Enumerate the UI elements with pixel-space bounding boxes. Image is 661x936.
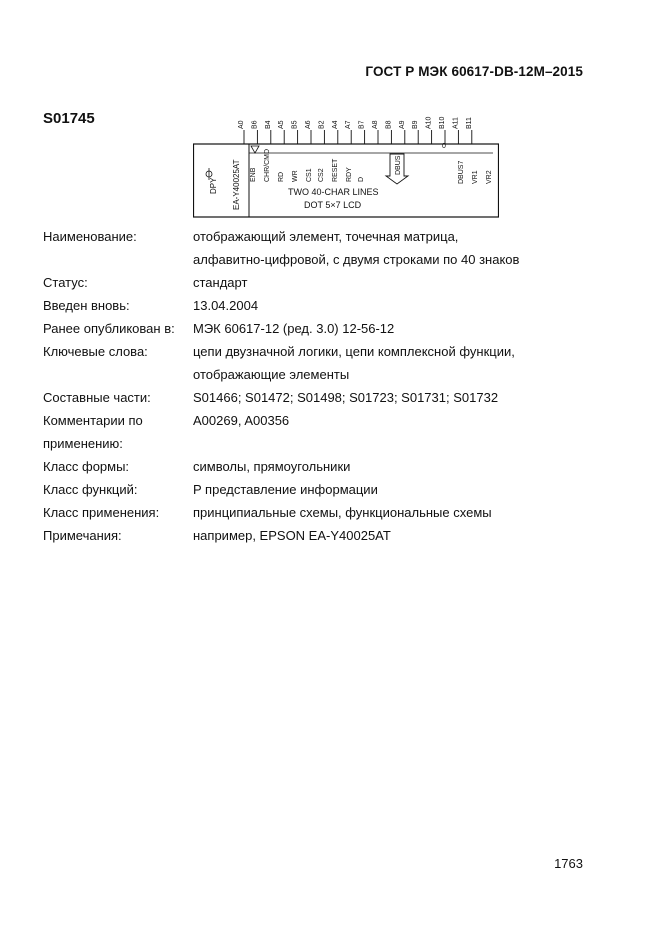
pin-label: A0 [238, 120, 245, 129]
field-value-line: 13.04.2004 [193, 298, 259, 313]
signal-label: VR2 [486, 170, 493, 184]
dpy-label: DPY [209, 177, 218, 194]
field-value-line: символы, прямоугольники [193, 459, 351, 474]
dbus-label: DBUS [395, 155, 402, 175]
symbol-figure [193, 112, 499, 218]
pin-label: A6 [305, 120, 312, 129]
field-value-line: стандарт [193, 275, 248, 290]
field-value-line: например, EPSON EA-Y40025AT [193, 528, 391, 543]
pin-label: A9 [398, 120, 406, 129]
field-label: Класс формы: [43, 459, 130, 474]
model-label: EA-Y40025AT [232, 159, 241, 210]
pin-label: B2 [318, 120, 326, 129]
signal-label: CS2 [318, 168, 325, 182]
signal-label: CHR/CMD [264, 148, 271, 182]
field-value [193, 501, 603, 524]
field-row [43, 317, 603, 340]
field-label: Класс функций: [43, 482, 138, 497]
pin-label: B8 [385, 120, 393, 129]
field-row [43, 340, 603, 386]
field-value [193, 386, 603, 409]
caption-line-2: DOT 5×7 LCD [304, 200, 362, 210]
field-label: Статус: [43, 275, 88, 290]
field-label: Примечания: [43, 528, 122, 543]
pin-label: B4 [264, 120, 272, 129]
inner-labels [250, 149, 493, 184]
signal-label: CS1 [306, 168, 313, 182]
pin-label: A10 [425, 116, 433, 129]
field-value-line: A00269, A00356 [193, 413, 290, 428]
field-value-line: S01466; S01472; S01498; S01723; S01731; S01732 [193, 390, 499, 405]
signal-label: D [358, 176, 365, 182]
pin-lines [244, 130, 472, 144]
symbol-id: S01745 [43, 110, 95, 127]
field-value-line: принципиальные схемы, функциональные схемы [193, 505, 492, 520]
page-number: 1763 [554, 856, 583, 871]
bus-index-label: 0 [442, 143, 446, 150]
field-label: Ключевые слова: [43, 344, 148, 359]
field-label: Ранее опубликован в: [43, 321, 175, 336]
pin-label: B9 [412, 120, 420, 129]
signal-label: ENB [250, 167, 257, 182]
field-row [43, 524, 603, 547]
pin-labels [238, 116, 473, 129]
signal-label: RD [278, 171, 285, 182]
caption-line-1: TWO 40-CHAR LINES [288, 187, 379, 197]
field-row [43, 455, 603, 478]
pin-label: B10 [439, 116, 446, 129]
signal-label: WR [292, 170, 299, 182]
field-row [43, 478, 603, 501]
field-list [43, 225, 603, 547]
signal-label: DBUS7 [458, 160, 465, 184]
signal-label: VR1 [472, 170, 479, 184]
field-value [193, 455, 603, 478]
pin-label: A7 [345, 120, 353, 129]
field-value-line [193, 432, 603, 455]
field-value-line: алфавитно-цифровой, с двумя строками по 40 знаков [193, 252, 520, 267]
pin-label: A8 [372, 120, 379, 129]
field-row [43, 225, 603, 271]
enable-triangle [251, 146, 259, 153]
field-value [193, 271, 603, 294]
field-label: Комментарии по применению: [43, 413, 143, 451]
field-row [43, 386, 603, 409]
field-row [43, 294, 603, 317]
field-value [193, 478, 603, 501]
pin-label: A4 [331, 120, 339, 129]
field-value [193, 524, 603, 547]
field-value [193, 225, 603, 271]
field-row [43, 409, 603, 455]
pin-label: B7 [358, 120, 366, 129]
pin-label: B5 [291, 120, 299, 129]
pin-label: A5 [278, 120, 286, 129]
field-label: Составные части: [43, 390, 151, 405]
pin-label: B6 [251, 120, 259, 129]
document-header: ГОСТ Р МЭК 60617-DB-12М–2015 [365, 64, 583, 79]
pin-label: B11 [465, 117, 473, 129]
field-value-line: P представление информации [193, 482, 378, 497]
signal-label: RESET [332, 158, 339, 182]
field-row [43, 271, 603, 294]
field-label: Наименование: [43, 229, 137, 244]
field-value [193, 294, 603, 317]
field-label: Класс применения: [43, 505, 160, 520]
field-label: Введен вновь: [43, 298, 130, 313]
field-value [193, 409, 603, 455]
field-value-line: отображающие элементы [193, 367, 350, 382]
field-value-line: МЭК 60617-12 (ред. 3.0) 12-56-12 [193, 321, 395, 336]
field-row [43, 501, 603, 524]
field-value-line: отображающий элемент, точечная матрица, [193, 229, 459, 244]
signal-label: RDY [346, 167, 353, 182]
field-value [193, 340, 603, 386]
field-value [193, 317, 603, 340]
field-value-line: цепи двузначной логики, цепи комплексной функции, [193, 344, 515, 359]
pin-label: A11 [452, 117, 460, 129]
